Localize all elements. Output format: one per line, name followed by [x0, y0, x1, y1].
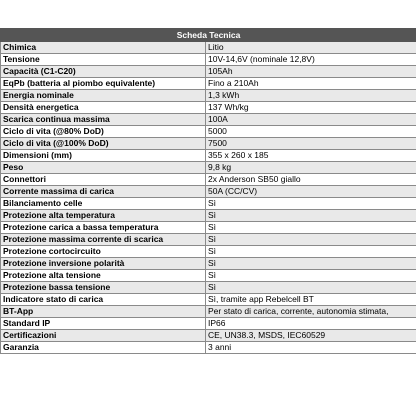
table-row [1, 66, 416, 78]
table-row [1, 246, 416, 258]
table-row [1, 282, 416, 294]
spec-label: Ciclo di vita (@80% DoD) [1, 126, 206, 138]
spec-value: 5000 [206, 126, 416, 138]
table-row [1, 150, 416, 162]
spec-label: Bilanciamento celle [1, 198, 206, 210]
spec-label: Protezione inversione polarità [1, 258, 206, 270]
spec-value: IP66 [206, 318, 416, 330]
table-row [1, 330, 416, 342]
spec-label: Densità energetica [1, 102, 206, 114]
spec-value: 2x Anderson SB50 giallo [206, 174, 416, 186]
spec-label: BT-App [1, 306, 206, 318]
table-row [1, 210, 416, 222]
spec-value: Sì [206, 246, 416, 258]
spec-label: Protezione bassa tensione [1, 282, 206, 294]
spec-value: Litio [206, 42, 416, 54]
table-row [1, 42, 416, 54]
table-row [1, 114, 416, 126]
table-row [1, 234, 416, 246]
table-row [1, 138, 416, 150]
table-row [1, 258, 416, 270]
spec-value: Sì [206, 198, 416, 210]
spec-value: 137 Wh/kg [206, 102, 416, 114]
table-row [1, 162, 416, 174]
spec-label: Protezione carica a bassa temperatura [1, 222, 206, 234]
spec-label: Energia nominale [1, 90, 206, 102]
table-row [1, 306, 416, 318]
spec-value: Sì [206, 270, 416, 282]
spec-label: Corrente massima di carica [1, 186, 206, 198]
spec-label: Protezione cortocircuito [1, 246, 206, 258]
spec-label: Peso [1, 162, 206, 174]
spec-label: Indicatore stato di carica [1, 294, 206, 306]
spec-label: Garanzia [1, 342, 206, 354]
table-row [1, 294, 416, 306]
spec-label: Dimensioni (mm) [1, 150, 206, 162]
spec-label: Protezione massima corrente di scarica [1, 234, 206, 246]
spec-label: Tensione [1, 54, 206, 66]
table-row [1, 222, 416, 234]
table-row [1, 186, 416, 198]
spec-value: Sì [206, 210, 416, 222]
spec-label: Connettori [1, 174, 206, 186]
spec-label: Protezione alta temperatura [1, 210, 206, 222]
spec-value: 50A (CC/CV) [206, 186, 416, 198]
table-row [1, 318, 416, 330]
spec-value: 7500 [206, 138, 416, 150]
spec-value: 105Ah [206, 66, 416, 78]
table-row [1, 270, 416, 282]
spec-value: Sì [206, 258, 416, 270]
spec-value: Sì [206, 234, 416, 246]
spec-value: 1,3 kWh [206, 90, 416, 102]
table-row [1, 78, 416, 90]
spec-label: Standard IP [1, 318, 206, 330]
spec-label: Ciclo di vita (@100% DoD) [1, 138, 206, 150]
table-row [1, 342, 416, 354]
spec-value: Sì, tramite app Rebelcell BT [206, 294, 416, 306]
table-row [1, 198, 416, 210]
table-row [1, 174, 416, 186]
table-row [1, 126, 416, 138]
table-row [1, 102, 416, 114]
table-row [1, 54, 416, 66]
spec-value: 10V-14,6V (nominale 12,8V) [206, 54, 416, 66]
spec-value: 9,8 kg [206, 162, 416, 174]
spec-label: Capacità (C1-C20) [1, 66, 206, 78]
spec-label: Certificazioni [1, 330, 206, 342]
spec-value: 3 anni [206, 342, 416, 354]
table-row [1, 90, 416, 102]
spec-value: Sì [206, 222, 416, 234]
spec-value: CE, UN38.3, MSDS, IEC60529 [206, 330, 416, 342]
spec-label: EqPb (batteria al piombo equivalente) [1, 78, 206, 90]
spec-value: Fino a 210Ah [206, 78, 416, 90]
spec-table [0, 28, 416, 354]
spec-value: 355 x 260 x 185 [206, 150, 416, 162]
table-header-row [1, 29, 416, 42]
spec-value: Sì [206, 282, 416, 294]
spec-value: Per stato di carica, corrente, autonomia stimata, [206, 306, 416, 318]
spec-label: Scarica continua massima [1, 114, 206, 126]
spec-value: 100A [206, 114, 416, 126]
table-body [1, 42, 416, 354]
spec-label: Chimica [1, 42, 206, 54]
spec-label: Protezione alta tensione [1, 270, 206, 282]
table-title: Scheda Tecnica [1, 29, 416, 42]
